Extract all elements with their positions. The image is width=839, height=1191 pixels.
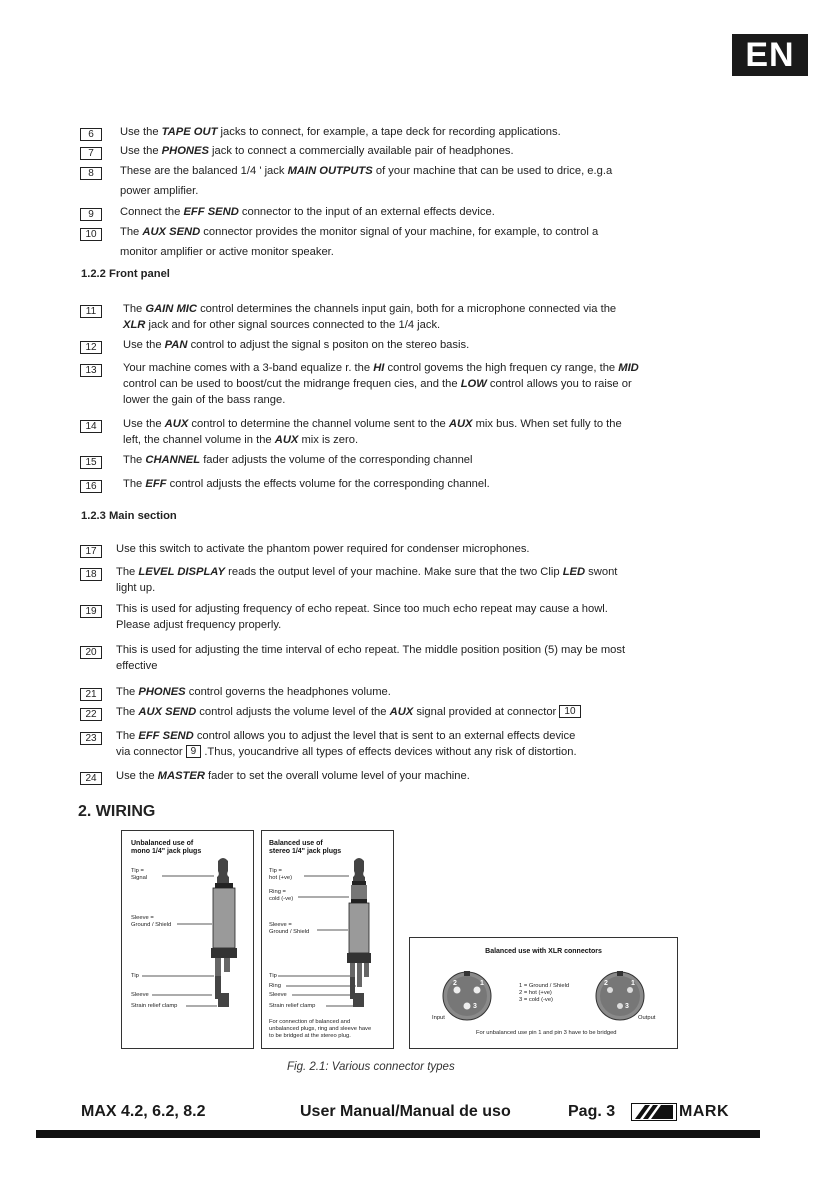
keyword: PAN (164, 339, 188, 351)
item-number-box: 8 (80, 167, 102, 180)
stereo-tip-label-2: hot (+ve) (269, 875, 293, 881)
text-run: via connector (116, 746, 186, 758)
text-run: Use the (120, 145, 162, 157)
text-run: control to determine the channel volume sent to the (188, 418, 449, 430)
text-run: effective (116, 660, 158, 672)
item-number-box: 21 (80, 688, 102, 701)
stereo-ring-label: Ring = (269, 889, 286, 895)
item-text (116, 728, 575, 745)
keyword: MASTER (157, 770, 205, 782)
item-number-box: 12 (80, 341, 102, 354)
xlr-out-pin3: 3 (625, 1003, 629, 1010)
xlr-in-pin2: 2 (453, 980, 457, 987)
item-text-continued (116, 617, 281, 634)
stereo-title-1: Balanced use of (269, 840, 323, 847)
keyword: MID (618, 362, 639, 374)
item-number-box: 22 (80, 708, 102, 721)
item-text (123, 476, 490, 493)
keyword: EFF SEND (138, 730, 194, 742)
stereo-ring-label-2: cold (-ve) (269, 896, 294, 902)
stereo-tip-b-label: Tip (269, 973, 277, 979)
xlr-out-pin1: 1 (631, 980, 635, 987)
item-text-continued (120, 244, 334, 261)
keyword: PHONES (138, 686, 186, 698)
item-text (120, 124, 561, 141)
text-run: control adjusts the effects volume for the corresponding channel. (166, 478, 490, 490)
text-run: reads the output level of your machine. Make sure that the two Clip (225, 566, 563, 578)
stereo-sleeve-label: Sleeve = (269, 922, 292, 928)
main-section-heading: 1.2.3 Main section (81, 510, 177, 522)
text-run: jack to connect a commercially available pair of headphones. (208, 145, 514, 157)
text-run: signal provided at connector (413, 706, 560, 718)
keyword: LED (562, 566, 586, 578)
mono-jack-figure (121, 830, 254, 1049)
text-run: Connect the (120, 206, 184, 218)
item-number-box: 11 (80, 305, 102, 318)
text-run: left, the channel volume in the (123, 434, 275, 446)
text-run: This is used for adjusting frequency of echo repeat. Since too much echo repeat may cause a howl. (116, 603, 608, 615)
item-number-box: 6 (80, 128, 102, 141)
keyword: LEVEL DISPLAY (138, 566, 226, 578)
mono-strain-label: Strain relief clamp (131, 1003, 178, 1009)
item-number-box: 19 (80, 605, 102, 618)
text-run: control allows you to adjust the level that is sent to an external effects device (193, 730, 576, 742)
item-text-continued (123, 376, 632, 393)
mono-sleeve-label-2: Ground / Shield (131, 922, 172, 928)
keyword: AUX (389, 706, 414, 718)
item-text (123, 337, 469, 354)
item-text (120, 224, 598, 241)
xlr-figure (409, 937, 678, 1049)
text-run: The (116, 566, 139, 578)
item-number-box: 20 (80, 646, 102, 659)
stereo-note-1: For connection of balanced and (269, 1019, 351, 1025)
text-run: of your machine that can be used to drice, e.g.a (372, 165, 613, 177)
text-run: Use the (120, 126, 162, 138)
keyword: AUX (448, 418, 473, 430)
item-text-continued (123, 432, 358, 449)
text-run: Use the (123, 339, 165, 351)
keyword: EFF (145, 478, 167, 490)
text-run: fader adjusts the volume of the corresponding channel (200, 454, 473, 466)
footer-model: MAX 4.2, 6.2, 8.2 (81, 1103, 206, 1120)
item-text (116, 704, 581, 721)
xlr-pin1-legend: 1 = Ground / Shield (519, 983, 570, 989)
item-text (120, 204, 495, 221)
xlr-output-label: Output (638, 1015, 656, 1021)
stereo-strain-label: Strain relief clamp (269, 1003, 316, 1009)
item-number-box: 18 (80, 568, 102, 581)
text-run: jacks to connect, for example, a tape deck for recording applications. (217, 126, 561, 138)
keyword: XLR (123, 319, 146, 331)
text-run: The (120, 226, 143, 238)
text-run: Use the (116, 770, 158, 782)
keyword: EFF SEND (183, 206, 239, 218)
keyword: PHONES (161, 145, 209, 157)
keyword: TAPE OUT (161, 126, 218, 138)
item-text-continued (123, 317, 440, 334)
xlr-in-pin1: 1 (480, 980, 484, 987)
item-text (123, 416, 622, 433)
xlr-pin3-legend: 3 = cold (-ve) (519, 997, 553, 1003)
text-run: swont (585, 566, 618, 578)
brand-logo-mark (631, 1103, 677, 1121)
stereo-sleeve-label-2: Ground / Shield (269, 929, 310, 935)
stereo-jack-plug-drawing (262, 831, 393, 1048)
keyword: LOW (460, 378, 487, 390)
xlr-input-label: Input (432, 1015, 445, 1021)
item-number-box: 10 (80, 228, 102, 241)
item-text (116, 684, 391, 701)
item-number-box: 7 (80, 147, 102, 160)
xlr-out-pin2: 2 (604, 980, 608, 987)
mono-tip-label: Tip = (131, 868, 144, 874)
text-run: monitor amplifier or active monitor speaker. (120, 246, 334, 258)
keyword: HI (373, 362, 385, 374)
item-text-continued (123, 392, 285, 409)
text-run: lower the gain of the bass range. (123, 394, 286, 406)
stereo-sleeve-b-label: Sleeve (269, 992, 287, 998)
item-text-continued (120, 183, 198, 200)
text-run: The (116, 730, 139, 742)
stereo-tip-label: Tip = (269, 868, 282, 874)
item-text (123, 452, 473, 469)
text-run: The (123, 454, 146, 466)
keyword: GAIN MIC (145, 303, 197, 315)
mono-title-1: Unbalanced use of (131, 840, 194, 847)
stereo-ring-b-label: Ring (269, 983, 281, 989)
text-run: Your machine comes with a 3-band equalize r. the (123, 362, 374, 374)
brand-logo-text: MARK (679, 1103, 729, 1120)
text-run: mix is zero. (298, 434, 359, 446)
language-badge: EN (732, 34, 808, 76)
xlr-in-pin3: 3 (473, 1003, 477, 1010)
keyword: AUX SEND (142, 226, 201, 238)
text-run: The (123, 478, 146, 490)
brand-logo (631, 1102, 759, 1122)
keyword: AUX (274, 434, 299, 446)
item-number-box: 23 (80, 732, 102, 745)
text-run: control govems the high frequen cy range, the (384, 362, 619, 374)
inline-ref-box: 10 (559, 705, 580, 718)
text-run: connector provides the monitor signal of your machine, for example, to control a (200, 226, 599, 238)
item-number-box: 14 (80, 420, 102, 433)
text-run: light up. (116, 582, 156, 594)
text-run: control to adjust the signal s positon on the stereo basis. (187, 339, 470, 351)
keyword: CHANNEL (145, 454, 201, 466)
text-run: power amplifier. (120, 185, 199, 197)
text-run: control determines the channels input gain, both for a microphone connected via the (196, 303, 617, 315)
item-text (116, 642, 625, 659)
item-text (120, 143, 514, 160)
mono-sleeve-label: Sleeve = (131, 915, 154, 921)
keyword: AUX (164, 418, 189, 430)
text-run: connector to the input of an external effects device. (238, 206, 495, 218)
text-run: Please adjust frequency properly. (116, 619, 282, 631)
text-run: The (116, 706, 139, 718)
text-run: fader to set the overall volume level of your machine. (204, 770, 470, 782)
front-panel-heading: 1.2.2 Front panel (81, 268, 170, 280)
mono-jack-plug-drawing (122, 831, 253, 1048)
xlr-pin2-legend: 2 = hot (+ve) (519, 990, 552, 996)
stereo-title-2: stereo 1/4" jack plugs (269, 848, 342, 855)
item-text (123, 360, 639, 377)
item-text (116, 541, 530, 558)
keyword: AUX SEND (138, 706, 197, 718)
item-text (116, 768, 470, 785)
footer-manual: User Manual/Manual de uso (300, 1103, 511, 1120)
item-number-box: 24 (80, 772, 102, 785)
text-run: The (116, 686, 139, 698)
text-run: mix bus. When set fully to the (472, 418, 622, 430)
mono-tip-label-2: Signal (131, 875, 148, 881)
item-text (123, 301, 616, 318)
text-run: .Thus, youcandrive all types of effects devices without any risk of distortion. (201, 746, 577, 758)
item-number-box: 15 (80, 456, 102, 469)
text-run: control can be used to boost/cut the midrange frequen cies, and the (123, 378, 461, 390)
item-text (116, 564, 617, 581)
text-run: The (123, 303, 146, 315)
mono-tip-b-label: Tip (131, 973, 139, 979)
item-text (116, 601, 608, 618)
xlr-title: Balanced use with XLR connectors (485, 948, 602, 955)
text-run: Use this switch to activate the phantom power required for condenser microphones. (116, 543, 530, 555)
text-run: This is used for adjusting the time interval of echo repeat. The middle position position (5) may be most (116, 644, 626, 656)
item-text (120, 163, 612, 180)
item-number-box: 13 (80, 364, 102, 377)
bottom-bar (36, 1130, 760, 1138)
stereo-jack-figure (261, 830, 394, 1049)
text-run: control adjusts the volume level of the (196, 706, 390, 718)
text-run: jack and for other signal sources connected to the 1/4 jack. (145, 319, 441, 331)
stereo-note-2: unbalanced plugs, ring and sleeve have (269, 1026, 372, 1032)
stereo-note-3: to be bridged at the stereo plug. (269, 1033, 351, 1039)
keyword: MAIN OUTPUTS (287, 165, 373, 177)
wiring-heading: 2. WIRING (78, 803, 156, 820)
text-run: control governs the headphones volume. (185, 686, 391, 698)
item-text-continued (116, 744, 577, 761)
item-text-continued (116, 580, 155, 597)
item-number-box: 9 (80, 208, 102, 221)
text-run: Use the (123, 418, 165, 430)
mono-sleeve-b-label: Sleeve (131, 992, 149, 998)
item-text-continued (116, 658, 157, 675)
figure-caption: Fig. 2.1: Various connector types (287, 1061, 455, 1073)
xlr-connectors-drawing (410, 938, 677, 1048)
xlr-note: For unbalanced use pin 1 and pin 3 have to be bridged (476, 1030, 617, 1036)
text-run: These are the balanced 1/4 ' jack (120, 165, 288, 177)
item-number-box: 17 (80, 545, 102, 558)
inline-ref-box: 9 (186, 745, 202, 758)
mono-title-2: mono 1/4" jack plugs (131, 848, 202, 855)
item-number-box: 16 (80, 480, 102, 493)
text-run: control allows you to raise or (486, 378, 632, 390)
footer-page: Pag. 3 (568, 1103, 616, 1120)
